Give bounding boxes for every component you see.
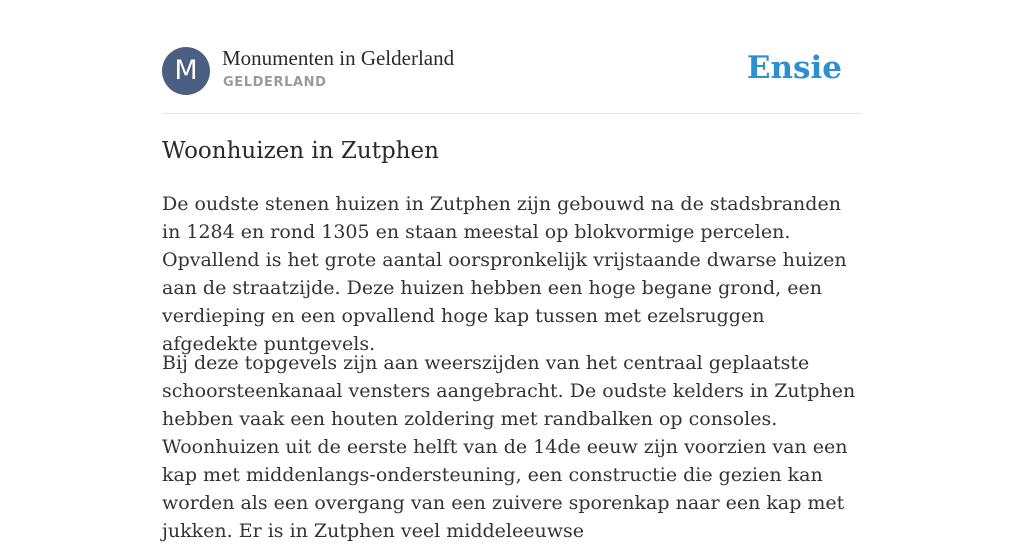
author-name-link[interactable]: Monumenten in Gelderland bbox=[222, 46, 455, 70]
content-container bbox=[162, 0, 862, 542]
article-paragraph-1: De oudste stenen huizen in Zutphen zijn gebouwd na de stadsbranden in 1284 en rond 1305 en staan meestal op blokvormige percelen. Opvallend is het grote aantal oorspronkelijk vrijstaande dwarse huizen aan de straatzijde. Deze huizen hebben een hoge begane grond, een verdieping en een opvallend hoge kap tussen met ezelsruggen afgedekte puntgevels. bbox=[162, 193, 847, 355]
article-title: Woonhuizen in Zutphen bbox=[162, 138, 439, 164]
author-location: GELDERLAND bbox=[223, 75, 327, 90]
ensie-logo[interactable]: Ensie bbox=[746, 50, 842, 86]
article-paragraph-2: Bij deze topgevels zijn aan weerszijden van het centraal geplaatste schoorsteenkanaal vensters aangebracht. De oudste kelders in Zutphen hebben vaak een houten zoldering met randbalken op consoles. Woonhuizen uit de eerste helft van de 14de eeuw zijn voorzien van een kap met middenlangs-ondersteuning, een constructie die gezien kan worden als een overgang van een zuivere sporenkap naar een kap met jukken. Er is in Zutphen veel middeleeuwse bbox=[162, 352, 856, 542]
header bbox=[162, 0, 862, 114]
avatar[interactable]: M bbox=[162, 47, 210, 95]
